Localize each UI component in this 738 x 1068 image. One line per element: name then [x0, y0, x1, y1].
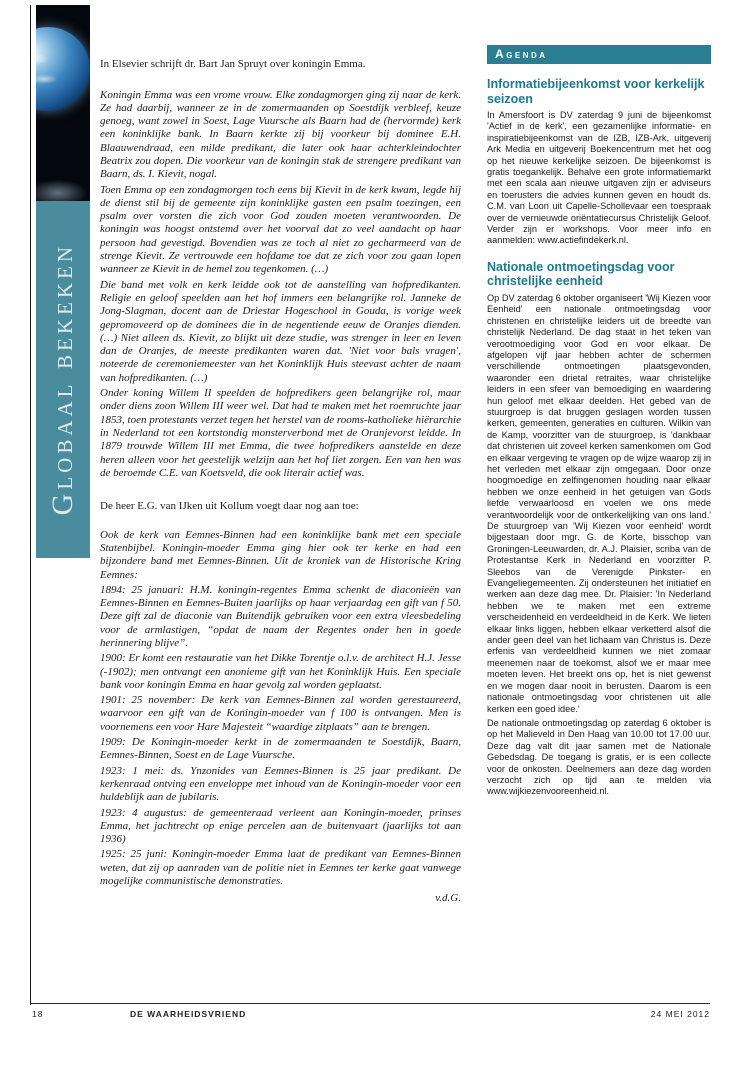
- earth-photo: [36, 5, 90, 201]
- quote-paragraph: 1900: Er komt een restauratie van het Dikke Torentje o.l.v. de architect H.J. Jesse (-1902); men ontvangt een anonieme gift van het Koninklijk Huis. Een speciale bank voor koningin Emma en haar gevolg zal worden geplaatst.: [100, 652, 461, 691]
- agenda-item-title-2: Nationale ontmoetingsdag voor christelijke eenheid: [487, 259, 675, 289]
- quote-block-1: [100, 89, 461, 481]
- agenda-item-title-1: Informatiebijeenkomst voor kerkelijk seizoen: [487, 77, 705, 106]
- quote-paragraph: 1923: 4 augustus: de gemeenteraad verleent aan Koningin-moeder, prinses Emma, het jachtrecht op enige percelen aan de buitenvaart (jaarlijks tot aan 1936): [100, 806, 461, 846]
- page-number: 18: [32, 1009, 44, 1019]
- article-signature: v.d.G.: [435, 892, 461, 905]
- earth-haze: [36, 169, 90, 201]
- quote-paragraph: 1925: 25 juni: Koningin-moeder Emma laat de predikant van Eemnes-Binnen weten, dat zij op aanraden van de politie niet in Eemnes ter kerke gaat vanwege mogelijke communistische demonstraties.: [100, 848, 461, 888]
- quote-paragraph: Die band met volk en kerk leidde ook tot de aanstelling van hofpredikanten. Religie en geloof speelden aan het hof immers een belangrijke rol. Janneke de Jong-Slagman, docent aan de Driestar Hogeschool in Gouda, is vorige week gepromoveerd op de dominees die in de negentiende eeuw de Oranjes dienden. (…) Niet alleen ds. Kievit, zo blijkt uit deze studie, was strenger in leer en leven dan de Oranjes, de meeste predikanten waren dat. 'Niet voor bals vragen', noteerde de ceremoniemeester van het Koninklijk Huis steevast achter de naam van hofpredikanten. (…): [100, 278, 461, 384]
- quote-paragraph: Koningin Emma was een vrome vrouw. Elke zondagmorgen ging zij naar de kerk. Ze had daarbij, wanneer ze in de zomermaanden op Soestdijk verbleef, keuze genoeg, want zowel in Soest, Lage Vuursche als Baarn had de (hervormde) kerk een koninklijke bank. In Baarn kerkte zij bij voorkeur bij dominee E.H. Blaauwendraad, een milde predikant, die later ook haar achterkleindochter Beatrix zou dopen. Die voorkeur van de koningin stak de strengere predikant van Baarn, ds. I. Kievit, nogal.: [100, 88, 461, 181]
- quote-paragraph: Ook de kerk van Eemnes-Binnen had een koninklijke bank met een speciale Statenbijbel. Koningin-moeder Emma ging hier ook ter kerke en had een bijzondere band met Eemnes-Binnen. Uit de kroniek van de Historische Kring Eemnes:: [100, 528, 461, 581]
- quote-paragraph: Onder koning Willem II speelden de hofpredikers geen belangrijke rol, maar onder diens zoon Willem III weer wel. Dat had te maken met het roemruchte jaar 1853, toen protestants verzet tegen het herstel van de rooms-katholieke hiërarchie in Nederland tot een kortstondig monsterverbond met de Oranjevorst leidde. In 1879 trouwde Willem III met Emma, die twee hofpredikers aanstelde en deze heren alleen voor het geestelijk welzijn aan het hof liet zorgen. Een van hen was de beroemde C.E. van Koetsveld, die ook literair actief was.: [100, 387, 461, 479]
- article-intro-2: De heer E.G. van IJken uit Kollum voegt daar nog aan toe:: [100, 500, 359, 513]
- footer-rule: [30, 1003, 710, 1004]
- quote-paragraph: 1894: 25 januari: H.M. koningin-regentes Emma schenkt de diaconieën van Eemnes-Binnen en Eemnes-Buiten jaarlijks op haar verjaardag een gift van f 50. Deze gift zal de diaconie van Buitendijk gebruiken voor een extra vleesbedeling voor de armlastigen, “opdat de naam der Regentes onder hen in goede herinnering blijve”.: [100, 583, 461, 649]
- section-title: Globaal bekeken: [46, 243, 79, 516]
- agenda-column: [487, 45, 711, 995]
- section-title-band: [36, 201, 90, 558]
- quote-paragraph: 1901: 25 november: De kerk van Eemnes-Binnen zal worden gerestaureerd, waarvoor een gift van de Koningin-moeder van f 100 is ontvangen. Men is voornemens een voor Hare Majesteit “waardige zitplaats” aan te brengen.: [100, 694, 461, 733]
- section-sidebar: [36, 5, 90, 558]
- magazine-name: DE WAARHEIDSVRIEND: [130, 1009, 247, 1019]
- agenda-item-body: De nationale ontmoetingsdag op zaterdag 6 oktober is op het Malieveld in Den Haag van 10.00 tot 17.00 uur. Deze dag valt dit jaar samen met de Nationale Gebedsdag. De toegang is gratis, er is een collecte voor de onkosten. Deelnemers aan deze dag worden verzocht zich op tijd aan te melden via www.wijkiezenvooreenheid.nl.: [487, 717, 711, 797]
- agenda-item-body: Op DV zaterdag 6 oktober organiseert 'Wij Kiezen voor Eenheid' een nationale ontmoetingsdag voor christenen en christelijke leiders uit de breedte van christelijk Nederland. De dag staat in het teken van verootmoediging voor God en voor elkaar. De afgelopen vijf jaar hebben achter de schermen verschillende ontmoetingen plaatsgevonden, waaronder een drietal retraites, waar christelijke leiders in een sfeer van bemoediging en waardering hun geloof met elkaar deelden. Het gebed van de stuurgroep is dat bruggen geslagen worden tussen kerken, gemeenten, generaties en culturen. Wilkin van de Kamp, voorzitter van de stuurgroep, is 'dankbaar dat christenen uit zoveel kerken samenkomen om God en elkaar vergeving te vragen op de wijze waarop zij in het verleden met elkaar zijn omgegaan. Door onze hoogmoedige en zelfingenomen houding naar elkaar hebben we onze eenheid in het getuigen van Gods liefde verwaarloosd en voelen we ons mede verantwoordelijk voor de ontkerkelijking van ons land.' De stuurgroep van 'Wij Kiezen voor eenheid' wordt bijgestaan door mgr. G. de Korte, bisschop van Groningen-Leeuwarden, dr. A.J. Plaisier, scriba van de Protestantse Kerk in Nederland en voorzitter P. Sleebos van de Verenigde Pinkster- en Evangeliegemeenten. Zij ondersteunen het initiatief en werken aan deze dag mee. Dr. Plaisier: 'In Nederland hebben we te maken met een extreme verscheidenheid en verdeeldheid in de Kerk. We lieten elkaar links liggen, hebben elkaar verketterd alsof die ander geen deel van het lichaam van Christus is. Deze erfenis van verdeeldheid kunnen we niet zomaar meenemen naar de toekomst, alsof we er maar mee moeten leven. Het breekt ons op, het is niet gewenst en we mogen daar nooit in berusten. Daarom is een nationale ontmoetingsdag voor christenen uit alle kerken een goed idee.': [487, 292, 711, 714]
- agenda-header: Agenda: [487, 45, 711, 64]
- quote-paragraph: 1909: De Koningin-moeder kerkt in de zomermaanden te Soestdijk, Baarn, Eemnes-Binnen, Soest en de Lage Vuursche.: [100, 736, 461, 762]
- issue-date: 24 MEI 2012: [650, 1009, 710, 1019]
- quote-block-2: [100, 529, 461, 889]
- earth-clouds: [36, 27, 90, 111]
- footer: [30, 1009, 710, 1021]
- agenda-item-body: In Amersfoort is DV zaterdag 9 juni de bijeenkomst 'Actief in de kerk', een gezamenlijke informatie- en inspiratiebijeenkomst van de IZB, IZB-Ark, uitgeverij Ark Media en uitgeverij Boekencentrum met het oog op het nieuwe kerkelijke seizoen. De bijeenkomst is gratis toegankelijk. Behalve een grote informatiemarkt met een scala aan nieuwe uitgaven zijn er adviseurs en toerusters die advies kunnen geven en houdt ds. C.M. van Loon uit Capelle-Schollevaar een toespraak over de vernieuwde oriëntatiecursus Christelijk Geloof. Verder zijn er workshops. Voor meer info en aanmelden: www.actiefindekerk.nl.: [487, 110, 711, 246]
- article-intro: In Elsevier schrijft dr. Bart Jan Spruyt over koningin Emma.: [100, 58, 366, 70]
- left-rule: [30, 5, 31, 1005]
- quote-paragraph: 1923: 1 mei: ds. Ynzonides van Eemnes-Binnen is 25 jaar predikant. De kerkenraad ontving een enveloppe met inhoud van de Koningin-moeder voor een huldeblijk aan de jubilaris.: [100, 764, 461, 804]
- quote-paragraph: Toen Emma op een zondagmorgen toch eens bij Kievit in de kerk kwam, legde hij de dienst stil bij de gemeente zijn koninklijke gasten een psalm toezingen, een psalm over vorsten die zich voor God zouden moeten verantwoorden. De koningin was hoogst ontstemd over het voorval dat zo veel aandacht op haar persoon had gevestigd. Bovendien was ze toch al niet zo gecharmeerd van de strenge Kievit. Ze vertrouwde een hofdame toe dat ze zich voor zou gaan lopen wanneer ze Kievit in de hemel zou tegenkomen. (…): [100, 183, 461, 276]
- main-article: [100, 58, 461, 904]
